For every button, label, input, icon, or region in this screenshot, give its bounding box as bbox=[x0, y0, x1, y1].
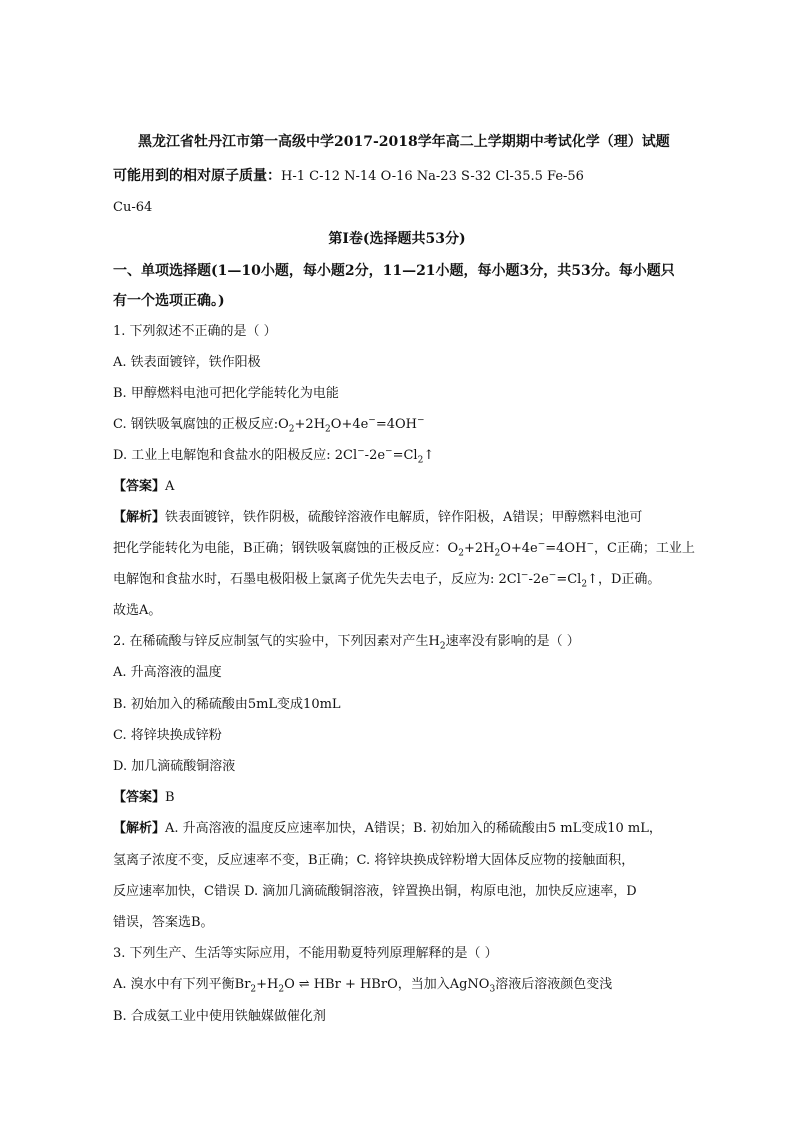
q1-answer: 【答案】A bbox=[113, 479, 175, 494]
atomic-masses-line bbox=[113, 166, 584, 187]
q1-analysis-line-2: 把化学能转化为电能，B正确；钢铁吸氧腐蚀的正极反应：$O_2+2H_2O+4e^-=4OH^-$，C正确；工业上 bbox=[113, 539, 695, 559]
q1-option-c: C. 钢铁吸氧腐蚀的正极反应$:O_2+2H_2O+4e^-=4OH^-$ bbox=[113, 415, 425, 435]
q2-option-b: B. 初始加入的稀硫酸由5mL变成10mL bbox=[113, 697, 341, 712]
atomic-masses-line-2: Cu-64 bbox=[113, 200, 153, 215]
q2-stem: 2. 在稀硫酸与锌反应制氢气的实验中，下列因素对产生$H_2$速率没有影响的是（ ） bbox=[113, 634, 580, 652]
q3-option-b: B. 合成氨工业中使用铁触媒做催化剂 bbox=[113, 1009, 326, 1024]
q2-option-d: D. 加几滴硫酸铜溶液 bbox=[113, 759, 236, 774]
q2-analysis-line-2: 氢离子浓度不变，反应速率不变，B正确；C. 将锌块换成锌粉增大固体反应物的接触面积， bbox=[113, 853, 635, 868]
q1-analysis-line-1: 【解析】铁表面镀锌，铁作阴极，硫酸锌溶液作电解质，锌作阳极，A错误；甲醇燃料电池可 bbox=[113, 510, 643, 525]
q2-option-a: A. 升高溶液的温度 bbox=[113, 665, 222, 680]
q2-option-c: C. 将锌块换成锌粉 bbox=[113, 728, 222, 743]
q2-answer: 【答案】B bbox=[113, 790, 175, 805]
section-title: 第Ⅰ卷(选择题共53分) bbox=[328, 231, 466, 247]
q3-stem: 3. 下列生产、生活等实际应用，不能用勒夏特列原理解释的是（ ） bbox=[113, 946, 498, 961]
q1-option-b: B. 甲醇燃料电池可把化学能转化为电能 bbox=[113, 386, 339, 401]
q1-option-a: A. 铁表面镀锌，铁作阳极 bbox=[113, 355, 261, 370]
q2-analysis-line-3: 反应速率加快，C错误 D. 滴加几滴硫酸铜溶液，锌置换出铜，构原电池，加快反应速率，D bbox=[113, 884, 637, 899]
exam-title: 黑龙江省牡丹江市第一高级中学2017-2018学年高二上学期期中考试化学（理）试题 bbox=[138, 134, 670, 150]
atomic-mass-label: 可能用到的相对原子质量： bbox=[113, 168, 281, 184]
q1-analysis-line-4: 故选A。 bbox=[113, 603, 162, 618]
instructions-line-2: 有一个选项正确。) bbox=[113, 293, 225, 309]
q3-option-a: A. 溴水中有下列平衡$Br_2+H_2O$ ⇌ HBr + HBrO，当加入AgNO$_3$溶液后溶液颜色变浅 bbox=[113, 977, 613, 995]
q1-option-d: D. 工业上电解饱和食盐水的阳极反应: $2Cl^--2e^-=Cl_2↑$ bbox=[113, 446, 435, 466]
q2-analysis-line-1: 【解析】A. 升高溶液的温度反应速率加快，A错误；B. 初始加入的稀硫酸由5 mL变成10 mL， bbox=[113, 821, 662, 836]
atomic-mass-values: H-1 C-12 N-14 O-16 Na-23 S-32 Cl-35.5 Fe-56 bbox=[281, 169, 584, 184]
q2-analysis-line-4: 错误，答案选B。 bbox=[113, 915, 214, 930]
instructions-line-1: 一、单项选择题(1—10小题，每小题2分，11—21小题，每小题3分，共53分。每小题只 bbox=[113, 263, 675, 279]
equilibrium-arrow-icon: ⇌ bbox=[298, 977, 310, 992]
q1-analysis-line-3: 电解饱和食盐水时，石墨电极阳极上氯离子优先失去电子，反应为: $2Cl^--2e^-=Cl_2↑$，D正确。 bbox=[113, 570, 661, 590]
q1-stem: 1. 下列叙述不正确的是（ ） bbox=[113, 324, 277, 339]
